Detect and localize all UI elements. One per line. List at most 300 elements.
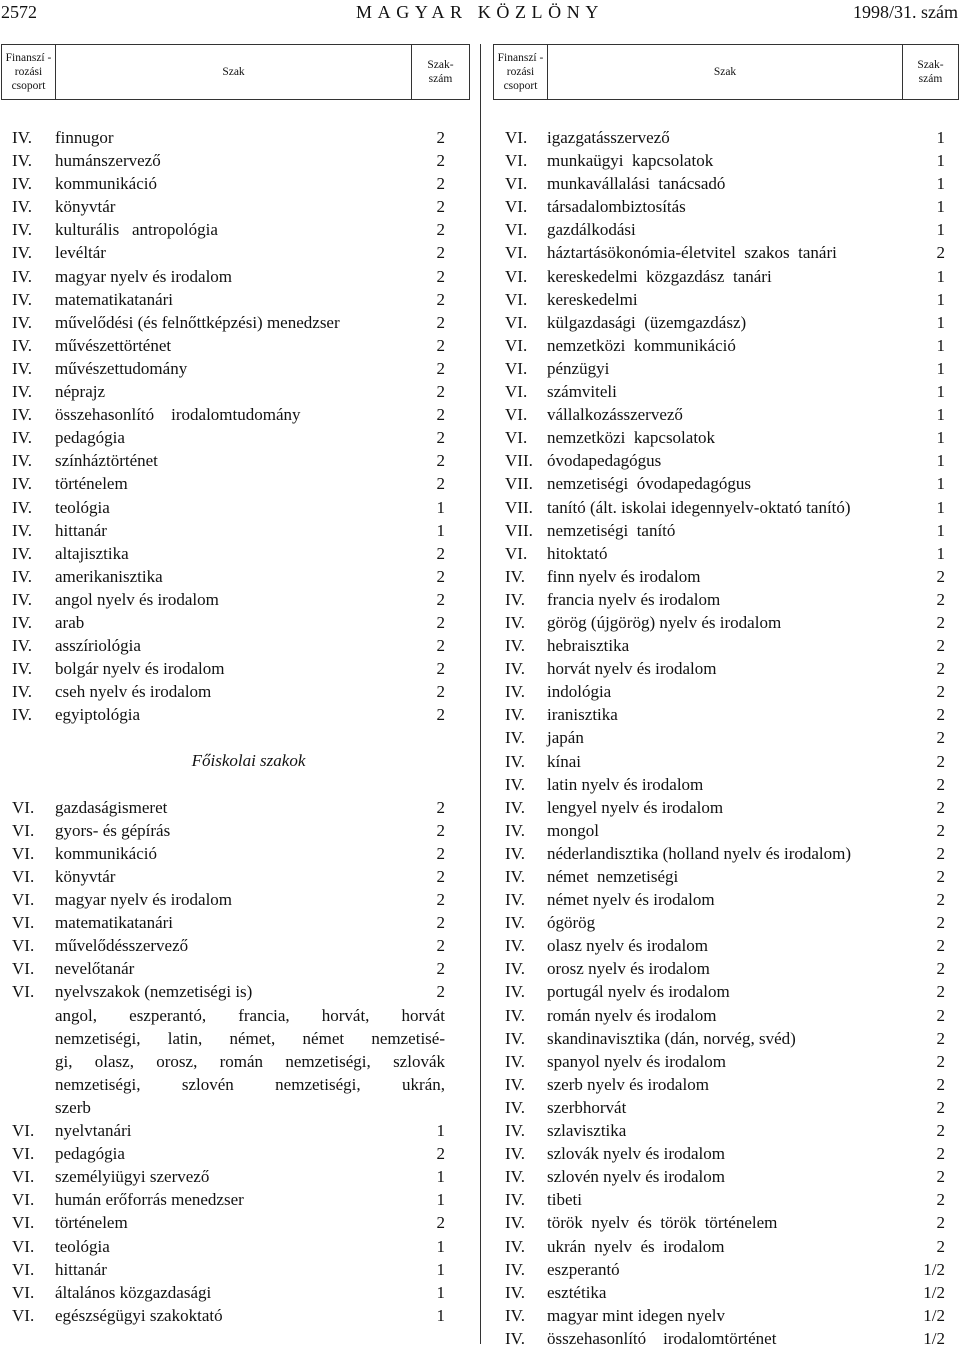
major-number: 1 bbox=[936, 335, 945, 355]
major-name: indológia bbox=[547, 682, 612, 702]
funding-group: VII. bbox=[505, 451, 533, 471]
major-name: társadalombiztosítás bbox=[547, 197, 686, 217]
major-name: számviteli bbox=[547, 382, 617, 402]
major-name: angol nyelv és irodalom bbox=[55, 589, 219, 609]
major-name: szlovén nyelv és irodalom bbox=[547, 1167, 725, 1187]
major-number: 1 bbox=[936, 405, 945, 425]
funding-group: IV. bbox=[505, 1236, 525, 1256]
major-number: 2 bbox=[436, 566, 445, 586]
major-number: 2 bbox=[436, 1213, 445, 1233]
major-number: 2 bbox=[436, 128, 445, 147]
funding-group: IV. bbox=[505, 682, 525, 702]
major-number: 2 bbox=[436, 659, 445, 679]
major-number: 1 bbox=[936, 358, 945, 378]
major-number: 1 bbox=[936, 382, 945, 402]
major-number: 2 bbox=[936, 728, 945, 748]
funding-group: IV. bbox=[12, 335, 32, 355]
funding-group: IV. bbox=[505, 936, 525, 956]
major-name: szerb nyelv és irodalom bbox=[547, 1074, 709, 1094]
major-number: 1 bbox=[436, 1167, 445, 1187]
major-name: levéltár bbox=[55, 243, 106, 263]
major-name: nemzetközi kapcsolatok bbox=[547, 428, 716, 448]
funding-group: IV. bbox=[12, 243, 32, 263]
major-name: művelődésszervező bbox=[55, 936, 189, 956]
table-row bbox=[12, 126, 445, 149]
table-row bbox=[505, 588, 945, 611]
table-row bbox=[505, 472, 945, 495]
major-name: török nyelv és török történelem bbox=[547, 1213, 778, 1233]
header-major-number: Szak- szám bbox=[902, 45, 958, 99]
major-number: 1 bbox=[936, 289, 945, 309]
table-row bbox=[12, 288, 445, 311]
table-row bbox=[12, 241, 445, 264]
table-row bbox=[505, 241, 945, 264]
funding-group: IV. bbox=[505, 612, 525, 632]
major-name: matematikatanári bbox=[55, 289, 173, 309]
funding-group: IV. bbox=[505, 728, 525, 748]
table-row bbox=[12, 496, 445, 519]
funding-group: VI. bbox=[505, 543, 528, 563]
major-name: bolgár nyelv és irodalom bbox=[55, 659, 225, 679]
major-number: 1 bbox=[936, 497, 945, 517]
funding-group: IV. bbox=[12, 405, 32, 425]
table-row bbox=[505, 1235, 945, 1258]
funding-group: VI. bbox=[12, 1144, 35, 1164]
major-number: 2 bbox=[436, 589, 445, 609]
major-number: 1 bbox=[436, 1305, 445, 1325]
major-name: esztétika bbox=[547, 1282, 607, 1302]
funding-group: VI. bbox=[505, 312, 528, 332]
funding-group: IV. bbox=[12, 358, 32, 378]
table-row bbox=[12, 1281, 445, 1304]
major-number: 2 bbox=[436, 705, 445, 725]
funding-group: VI. bbox=[505, 405, 528, 425]
funding-group: IV. bbox=[505, 1005, 525, 1025]
funding-group: VI. bbox=[12, 843, 35, 863]
funding-group: IV. bbox=[12, 128, 32, 147]
major-name: altajisztika bbox=[55, 543, 129, 563]
major-number: 2 bbox=[936, 589, 945, 609]
major-number: 2 bbox=[436, 197, 445, 217]
major-number: 2 bbox=[936, 243, 945, 263]
major-name: orosz nyelv és irodalom bbox=[547, 959, 710, 979]
major-name: nyelvtanári bbox=[55, 1121, 132, 1141]
major-name: egyiptológia bbox=[55, 705, 140, 725]
funding-group: IV. bbox=[505, 982, 525, 1002]
table-row bbox=[12, 842, 445, 865]
major-name: művelődési (és felnőttképzési) menedzser bbox=[55, 312, 340, 332]
funding-group: IV. bbox=[505, 1121, 525, 1141]
funding-group: VI. bbox=[12, 1167, 35, 1187]
major-name: finn nyelv és irodalom bbox=[547, 566, 701, 586]
funding-group: VI. bbox=[12, 820, 35, 840]
major-number: 2 bbox=[936, 751, 945, 771]
major-name: háztartásökonómia-életvitel szakos tanári bbox=[547, 243, 837, 263]
table-row bbox=[505, 1004, 945, 1027]
major-number: 1 bbox=[936, 220, 945, 240]
table-row bbox=[505, 703, 945, 726]
major-number: 2 bbox=[936, 566, 945, 586]
funding-group: IV. bbox=[12, 428, 32, 448]
table-row bbox=[12, 796, 445, 819]
major-name: nemzetiségi tanító bbox=[547, 520, 676, 540]
issue-number: 1998/31. szám bbox=[853, 2, 958, 22]
table-row bbox=[12, 403, 445, 426]
funding-group: VI. bbox=[505, 382, 528, 402]
major-name: német nyelv és irodalom bbox=[547, 890, 715, 910]
table-row bbox=[505, 403, 945, 426]
funding-group: IV. bbox=[505, 913, 525, 933]
table-row bbox=[12, 611, 445, 634]
major-number: 2 bbox=[936, 1005, 945, 1025]
column-divider bbox=[480, 44, 481, 1344]
major-number: 1 bbox=[436, 1236, 445, 1256]
funding-group: VI. bbox=[505, 289, 528, 309]
table-row bbox=[12, 334, 445, 357]
major-name: színháztörténet bbox=[55, 451, 158, 471]
funding-group: IV. bbox=[505, 1190, 525, 1210]
header-major: Szak bbox=[713, 66, 737, 78]
major-number: 2 bbox=[436, 820, 445, 840]
major-name: történelem bbox=[55, 1213, 128, 1233]
major-number: 2 bbox=[936, 1121, 945, 1141]
major-name: nevelőtanár bbox=[55, 959, 135, 979]
funding-group: VI. bbox=[12, 1121, 35, 1141]
major-number: 1 bbox=[936, 428, 945, 448]
major-name: japán bbox=[547, 728, 584, 748]
major-number: 2 bbox=[936, 1097, 945, 1117]
major-name: pénzügyi bbox=[547, 358, 610, 378]
language-list-line: nemzetiségi, latin, német, német nemzetisé- bbox=[55, 1028, 445, 1048]
major-number: 2 bbox=[936, 705, 945, 725]
table-row bbox=[505, 980, 945, 1003]
major-name: lengyel nyelv és irodalom bbox=[547, 797, 724, 817]
funding-group: IV. bbox=[505, 589, 525, 609]
funding-group: VII. bbox=[505, 520, 533, 540]
major-number: 2 bbox=[436, 289, 445, 309]
major-number: 2 bbox=[936, 913, 945, 933]
funding-group: IV. bbox=[505, 1074, 525, 1094]
major-name: személyiügyi szervező bbox=[55, 1167, 210, 1187]
table-row bbox=[505, 1211, 945, 1234]
funding-group: VI. bbox=[12, 1305, 35, 1325]
major-name: finnugor bbox=[55, 128, 114, 147]
funding-group: VI. bbox=[12, 867, 35, 887]
major-name: kommunikáció bbox=[55, 843, 157, 863]
major-number: 2 bbox=[436, 382, 445, 402]
table-row bbox=[12, 265, 445, 288]
table-row bbox=[12, 172, 445, 195]
major-name: nyelvszakok (nemzetiségi is) bbox=[55, 982, 253, 1002]
table-row bbox=[505, 426, 945, 449]
table-row bbox=[505, 195, 945, 218]
major-number: 2 bbox=[936, 774, 945, 794]
major-number: 2 bbox=[936, 1144, 945, 1164]
major-number: 2 bbox=[936, 867, 945, 886]
major-number: 1 bbox=[436, 520, 445, 540]
major-name: óvodapedagógus bbox=[547, 451, 662, 471]
major-number: 2 bbox=[936, 1213, 945, 1233]
funding-group: IV. bbox=[505, 1305, 525, 1325]
major-number: 1 bbox=[936, 451, 945, 471]
table-row bbox=[12, 819, 445, 842]
major-number: 2 bbox=[936, 682, 945, 702]
funding-group: IV. bbox=[12, 682, 32, 702]
major-number: 2 bbox=[436, 936, 445, 956]
funding-group: IV. bbox=[505, 959, 525, 979]
funding-group: IV. bbox=[12, 382, 32, 402]
section-subheading: Főiskolai szakok bbox=[191, 751, 306, 771]
funding-group: IV. bbox=[505, 659, 525, 679]
major-name: ukrán nyelv és irodalom bbox=[547, 1236, 725, 1256]
major-name: hittanár bbox=[55, 1259, 107, 1279]
table-row bbox=[505, 126, 945, 149]
header-funding-group: Finanszí - rozási csoport bbox=[2, 45, 56, 99]
major-name: történelem bbox=[55, 474, 128, 494]
funding-group: VI. bbox=[12, 890, 35, 910]
major-number: 2 bbox=[436, 959, 445, 979]
major-name: igazgatásszervező bbox=[547, 128, 670, 147]
table-row bbox=[12, 311, 445, 334]
major-number: 1/2 bbox=[923, 1305, 945, 1325]
table-row bbox=[12, 703, 445, 726]
table-row bbox=[505, 288, 945, 311]
table-row bbox=[505, 1142, 945, 1165]
language-list-line: nemzetiségi, szlovén nemzetiségi, ukrán, bbox=[55, 1074, 445, 1094]
major-number: 1 bbox=[936, 197, 945, 217]
major-name: gyors- és gépírás bbox=[55, 820, 171, 840]
funding-group: VI. bbox=[505, 174, 528, 194]
table-row bbox=[505, 542, 945, 565]
major-number: 2 bbox=[936, 843, 945, 863]
major-number: 2 bbox=[436, 428, 445, 448]
major-name: hebraisztika bbox=[547, 636, 630, 656]
table-row bbox=[12, 588, 445, 611]
table-row bbox=[505, 796, 945, 819]
major-name: könyvtár bbox=[55, 867, 116, 887]
funding-group: IV. bbox=[12, 659, 32, 679]
funding-group: IV. bbox=[12, 520, 32, 540]
major-number: 2 bbox=[436, 867, 445, 887]
funding-group: IV. bbox=[505, 1051, 525, 1071]
table-row bbox=[505, 888, 945, 911]
major-number: 2 bbox=[936, 1167, 945, 1187]
table-row bbox=[505, 842, 945, 865]
table-row bbox=[12, 1188, 445, 1211]
major-name: egészségügyi szakoktató bbox=[55, 1305, 223, 1325]
funding-group: IV. bbox=[12, 474, 32, 494]
table-row bbox=[12, 519, 445, 542]
header-major: Szak bbox=[222, 66, 245, 78]
major-name: hittanár bbox=[55, 520, 107, 540]
major-name: hitoktató bbox=[547, 543, 608, 563]
table-row bbox=[505, 957, 945, 980]
major-number: 1 bbox=[936, 520, 945, 540]
major-number: 2 bbox=[436, 220, 445, 240]
funding-group: IV. bbox=[12, 312, 32, 332]
major-number: 2 bbox=[436, 174, 445, 194]
major-name: eszperantó bbox=[547, 1259, 620, 1279]
journal-title: MAGYAR KÖZLÖNY bbox=[356, 2, 604, 22]
table-row bbox=[12, 911, 445, 934]
funding-group: VI. bbox=[12, 797, 35, 817]
major-name: román nyelv és irodalom bbox=[547, 1005, 717, 1025]
major-number: 2 bbox=[436, 612, 445, 632]
table-row bbox=[505, 611, 945, 634]
funding-group: VI. bbox=[12, 936, 35, 956]
table-row bbox=[12, 149, 445, 172]
language-list-line: angol, eszperantó, francia, horvát, horvát bbox=[55, 1005, 445, 1025]
major-number: 2 bbox=[936, 797, 945, 817]
table-row bbox=[505, 1096, 945, 1119]
table-row bbox=[505, 819, 945, 842]
funding-group: IV. bbox=[505, 1028, 525, 1048]
major-number: 2 bbox=[936, 936, 945, 956]
funding-group: VI. bbox=[12, 1282, 35, 1302]
table-row bbox=[505, 726, 945, 749]
major-name: görög (újgörög) nyelv és irodalom bbox=[547, 612, 782, 632]
funding-group: IV. bbox=[12, 289, 32, 309]
major-name: munkavállalási tanácsadó bbox=[547, 174, 726, 194]
major-name: teológia bbox=[55, 497, 110, 517]
major-name: munkaügyi kapcsolatok bbox=[547, 151, 714, 171]
table-row bbox=[505, 680, 945, 703]
header-funding-group: Finanszí - rozási csoport bbox=[494, 45, 548, 99]
major-number: 1 bbox=[936, 312, 945, 332]
table-row bbox=[505, 1073, 945, 1096]
table-row bbox=[505, 865, 945, 888]
table-row bbox=[505, 1327, 945, 1350]
major-name: olasz nyelv és irodalom bbox=[547, 936, 708, 956]
major-name: skandinavisztika (dán, norvég, svéd) bbox=[547, 1028, 796, 1048]
major-name: matematikatanári bbox=[55, 913, 173, 933]
funding-group: IV. bbox=[505, 751, 525, 771]
major-number: 2 bbox=[936, 612, 945, 632]
table-row bbox=[12, 657, 445, 680]
language-list-line: gi, olasz, orosz, román nemzetiségi, szlovák bbox=[55, 1051, 445, 1071]
funding-group: IV. bbox=[505, 1097, 525, 1117]
major-name: humán erőforrás menedzser bbox=[55, 1190, 244, 1210]
major-number: 2 bbox=[436, 405, 445, 425]
table-row bbox=[505, 1281, 945, 1304]
table-row bbox=[12, 195, 445, 218]
major-name: magyar nyelv és irodalom bbox=[55, 890, 233, 910]
major-name: művészettörténet bbox=[55, 335, 172, 355]
funding-group: IV. bbox=[505, 867, 525, 886]
major-name: összehasonlító irodalomtörténet bbox=[547, 1328, 777, 1348]
major-number: 2 bbox=[436, 843, 445, 863]
major-name: teológia bbox=[55, 1236, 110, 1256]
major-name: cseh nyelv és irodalom bbox=[55, 682, 212, 702]
major-name: ógörög bbox=[547, 913, 596, 933]
header-major-number: Szak- szám bbox=[411, 45, 469, 99]
table-row bbox=[505, 265, 945, 288]
major-name: vállalkozásszervező bbox=[547, 405, 683, 425]
funding-group: IV. bbox=[505, 1144, 525, 1164]
table-row bbox=[12, 1258, 445, 1281]
major-number: 1/2 bbox=[923, 1282, 945, 1302]
funding-group: VI. bbox=[12, 913, 35, 933]
funding-group: IV. bbox=[12, 589, 32, 609]
funding-group: IV. bbox=[505, 566, 525, 586]
funding-group: VI. bbox=[505, 358, 528, 378]
funding-group: IV. bbox=[505, 1213, 525, 1233]
major-number: 2 bbox=[436, 451, 445, 471]
table-row bbox=[12, 957, 445, 980]
major-name: magyar mint idegen nyelv bbox=[547, 1305, 725, 1325]
table-row bbox=[12, 542, 445, 565]
funding-group: VI. bbox=[505, 151, 528, 171]
major-name: asszíriológia bbox=[55, 636, 141, 656]
table-row bbox=[505, 218, 945, 241]
major-number: 1/2 bbox=[923, 1259, 945, 1279]
table-row bbox=[12, 865, 445, 888]
major-number: 1/2 bbox=[923, 1328, 945, 1348]
major-number: 2 bbox=[936, 1051, 945, 1071]
major-number: 2 bbox=[436, 1144, 445, 1164]
major-name: német nemzetiségi bbox=[547, 867, 679, 886]
major-number: 1 bbox=[936, 151, 945, 171]
funding-group: VI. bbox=[12, 1213, 35, 1233]
funding-group: IV. bbox=[12, 451, 32, 471]
table-row bbox=[505, 1258, 945, 1281]
major-number: 2 bbox=[936, 1190, 945, 1210]
table-row bbox=[505, 773, 945, 796]
table-row bbox=[505, 1050, 945, 1073]
major-name: kínai bbox=[547, 751, 581, 771]
major-name: szlavisztika bbox=[547, 1121, 627, 1141]
table-row bbox=[505, 496, 945, 519]
funding-group: VI. bbox=[505, 335, 528, 355]
table-row bbox=[12, 218, 445, 241]
major-name: néprajz bbox=[55, 382, 106, 402]
major-name: nemzetiségi óvodapedagógus bbox=[547, 474, 751, 494]
table-header-right bbox=[493, 44, 959, 100]
table-row bbox=[505, 334, 945, 357]
major-name: külgazdasági (üzemgazdász) bbox=[547, 312, 747, 332]
major-name: kereskedelmi bbox=[547, 289, 638, 309]
major-number: 1 bbox=[436, 1282, 445, 1302]
major-number: 2 bbox=[436, 797, 445, 817]
table-row bbox=[12, 934, 445, 957]
table-row bbox=[505, 149, 945, 172]
major-name: pedagógia bbox=[55, 1144, 125, 1164]
table-row bbox=[12, 449, 445, 472]
left-column bbox=[12, 126, 445, 1327]
table-row bbox=[12, 1304, 445, 1327]
table-row bbox=[505, 172, 945, 195]
funding-group: IV. bbox=[505, 820, 525, 840]
major-name: általános közgazdasági bbox=[55, 1282, 212, 1302]
major-number: 2 bbox=[936, 959, 945, 979]
table-row bbox=[505, 750, 945, 773]
major-name: horvát nyelv és irodalom bbox=[547, 659, 717, 679]
major-number: 2 bbox=[436, 266, 445, 286]
funding-group: VII. bbox=[505, 497, 533, 517]
funding-group: IV. bbox=[12, 151, 32, 171]
funding-group: VI. bbox=[12, 1259, 35, 1279]
table-row bbox=[505, 449, 945, 472]
page-number: 2572 bbox=[1, 2, 37, 22]
major-name: szlovák nyelv és irodalom bbox=[547, 1144, 725, 1164]
major-name: nemzetközi kommunikáció bbox=[547, 335, 736, 355]
major-name: tanító (ált. iskolai idegennyelv-oktató tanító) bbox=[547, 497, 851, 517]
table-row bbox=[505, 634, 945, 657]
major-number: 2 bbox=[436, 682, 445, 702]
funding-group: IV. bbox=[12, 543, 32, 563]
major-number: 2 bbox=[436, 636, 445, 656]
major-number: 1 bbox=[436, 497, 445, 517]
